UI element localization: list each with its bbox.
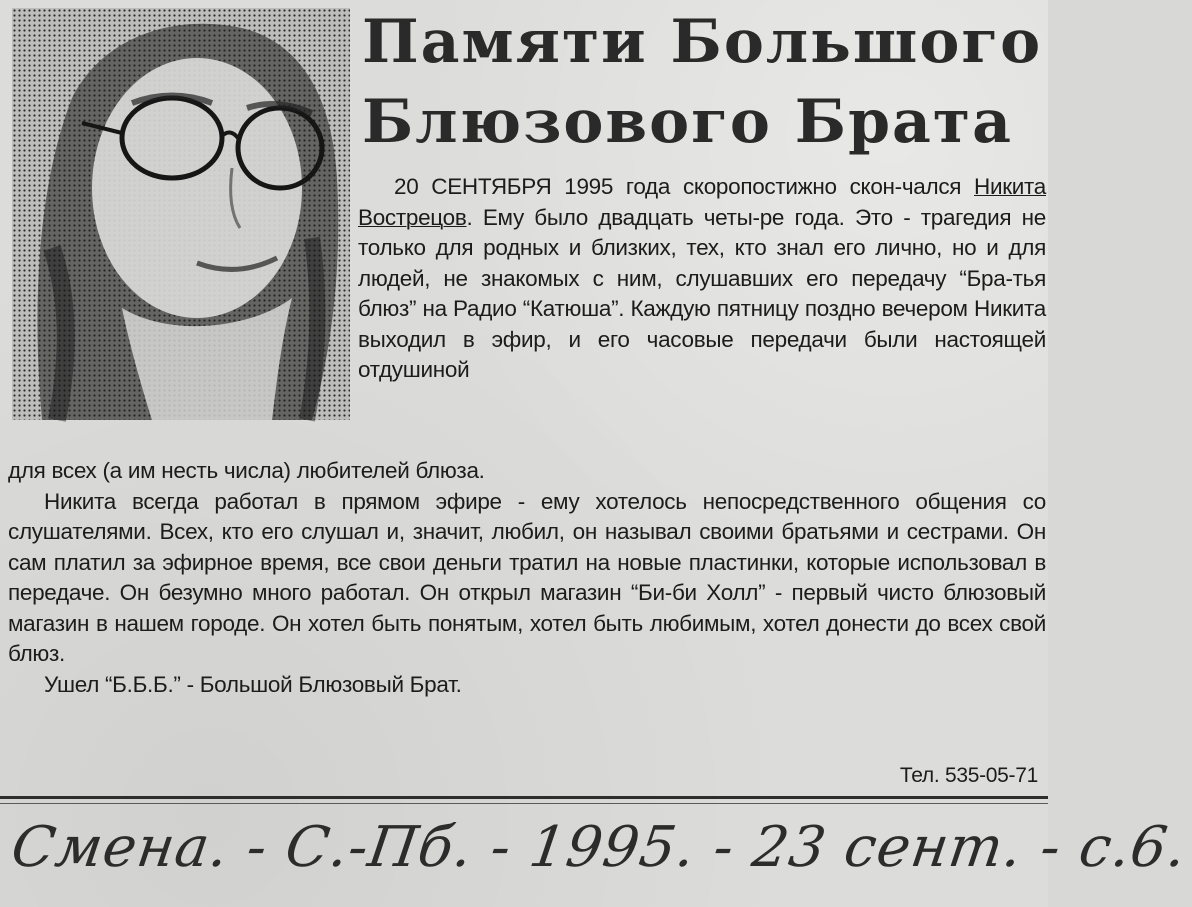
portrait-figure [12,8,350,420]
body-paragraph-3: Ушел “Б.Б.Б.” - Большой Блюзовый Брат. [44,671,462,697]
lead-text-start: 20 СЕНТЯБРЯ 1995 года скоропостижно скон-чался [394,174,974,199]
bottom-rule-thin [0,803,1048,804]
lead-paragraph [358,172,1046,386]
bottom-rule-thick [0,796,1048,799]
headline-line-1: Памяти Большого [362,7,1043,77]
article-headline [362,2,1042,162]
lead-continuation: для всех (а им несть числа) любителей блюза. [8,458,485,483]
portrait-photo [12,8,350,420]
article-body [8,456,1046,700]
contact-phone: Тел. 535-05-71 [899,764,1038,787]
headline-line-2: Блюзового Брата [362,87,1013,157]
lead-text-rest: . Ему было двадцать четы-ре года. Это - трагедия не только для родных и близких, тех, кто знал его лично, но и для людей, не знакомых с ним, слушавших его передачу “Бра-тья блюз” на Радио “Катюша”. Каждую пятницу поздно вечером Никита выходил в эфир, и его часовые передачи были настоящей отдушиной [358,204,1046,382]
handwritten-source-note: Смена. - С.-Пб. - 1995. - 23 сент. - с.6. [7,815,1191,880]
body-paragraph-2: Никита всегда работал в прямом эфире - ему хотелось непосредственного общения со слушателями. Всех, кто его слушал и, значит, любил, он называл своими братьями и сестрами. Он сам платил за эфирное время, все свои деньги тратил на новые пластинки, которые использовал в передаче. Он безумно много работал. Он открыл магазин “Би-би Холл” - первый чисто блюзовый магазин в нашем городе. Он хотел быть понятым, хотел быть любимым, хотел донести до всех свой блюз. [8,488,1046,666]
person-name: Никита Вострецов [358,174,1046,230]
